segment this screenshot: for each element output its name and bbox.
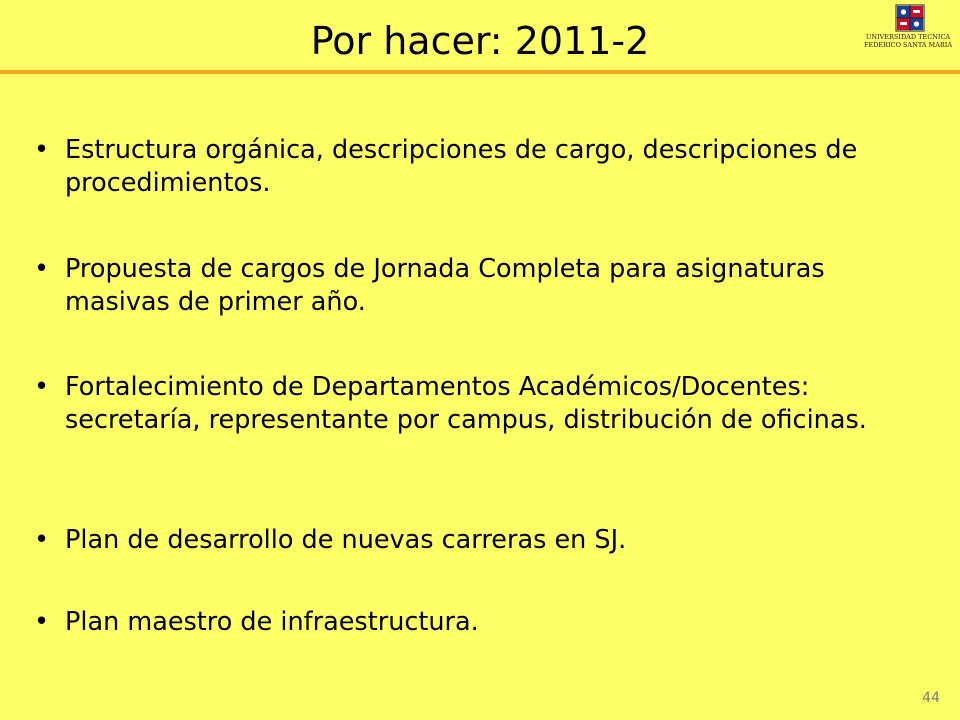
- bullet-text: Plan maestro de infraestructura.: [65, 607, 479, 637]
- bullet-text: Fortalecimiento de Departamentos Académicos/Docentes: secretaría, representante por campus, distribución de oficinas.: [65, 372, 867, 435]
- slide-title: Por hacer: 2011-2: [310, 19, 650, 63]
- bullet-icon: •: [34, 135, 50, 165]
- bullet-text: Estructura orgánica, descripciones de cargo, descripciones de procedimientos.: [65, 135, 858, 198]
- logo-text-line-1: UNIVERSIDAD TECNICA: [865, 33, 951, 41]
- bullet-icon: •: [34, 254, 50, 284]
- logo-text-line-2: FEDERICO SANTA MARIA: [863, 41, 953, 49]
- bullet-icon: •: [34, 525, 50, 555]
- bullet-icon: •: [34, 607, 50, 637]
- bullet-icon: •: [34, 372, 50, 402]
- bullet-text: Plan de desarrollo de nuevas carreras en SJ.: [65, 525, 627, 555]
- title-divider: [0, 70, 960, 74]
- university-logo: [858, 4, 958, 60]
- bullet-text: Propuesta de cargos de Jornada Completa para asignaturas masivas de primer año.: [65, 254, 825, 317]
- university-crest-icon: [895, 4, 925, 32]
- page-number: 44: [922, 690, 940, 706]
